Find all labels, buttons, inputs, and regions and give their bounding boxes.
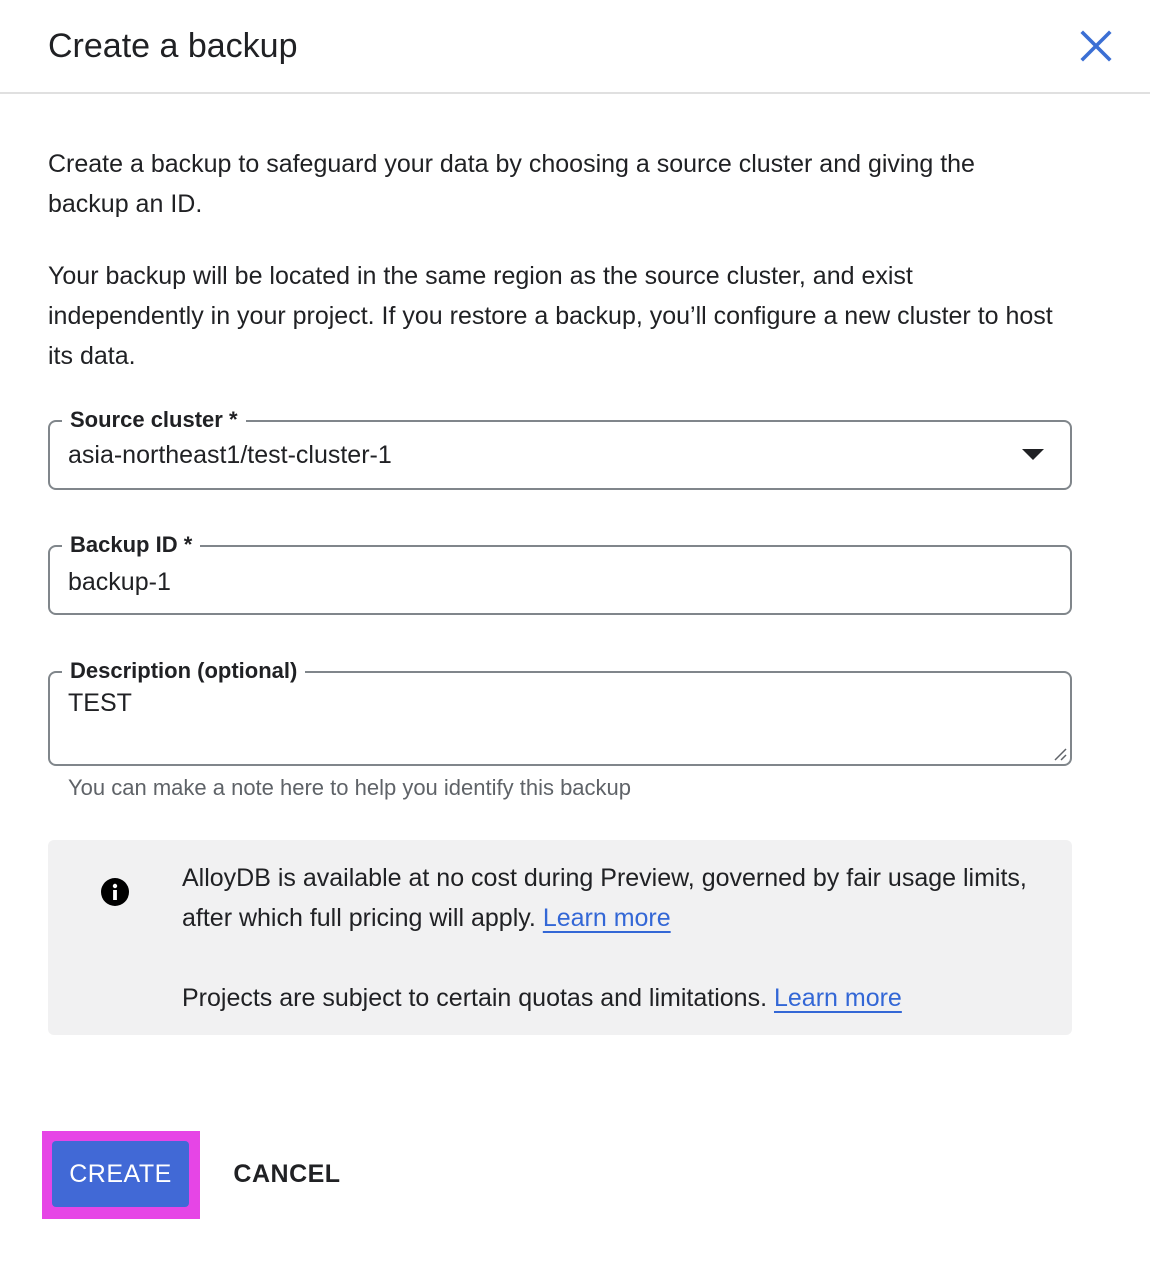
description-label: Description (optional) <box>62 657 305 685</box>
backup-id-value: backup-1 <box>68 568 171 596</box>
learn-more-link-quotas[interactable]: Learn more <box>773 984 902 1012</box>
intro-paragraph-1: Create a backup to safeguard your data by choosing a source cluster and giving the backup an ID. <box>48 150 975 218</box>
description-value: TEST <box>68 689 132 717</box>
create-button[interactable]: CREATE <box>52 1141 189 1207</box>
info-banner <box>48 840 1072 1035</box>
close-button[interactable] <box>1074 24 1118 68</box>
dialog-title: Create a backup <box>48 27 298 65</box>
description-textarea[interactable] <box>48 658 1072 766</box>
dialog-header <box>0 0 1150 94</box>
source-cluster-value: asia-northeast1/test-cluster-1 <box>68 441 392 469</box>
learn-more-link-pricing[interactable]: Learn more <box>542 904 671 932</box>
close-icon <box>1074 24 1118 68</box>
backup-id-field[interactable] <box>48 532 1072 615</box>
dropdown-arrow-icon <box>1022 449 1044 460</box>
info-pricing-text: AlloyDB is available at no cost during Preview, governed by fair usage limits, after which full pricing will apply. <box>182 864 1027 932</box>
info-quotas-text: Projects are subject to certain quotas and limitations. <box>182 984 768 1012</box>
intro-paragraph-2: Your backup will be located in the same region as the source cluster, and exist independently in your project. If you restore a backup, you’ll configure a new cluster to host its data. <box>48 262 1053 370</box>
info-text-pricing <box>182 858 1042 938</box>
resize-handle-icon[interactable] <box>1052 746 1068 762</box>
info-text-quotas <box>182 978 1042 1018</box>
cancel-button[interactable]: CANCEL <box>222 1141 352 1207</box>
info-icon <box>101 878 129 906</box>
source-cluster-label: Source cluster * <box>62 406 246 434</box>
description-helper-text: You can make a note here to help you identify this backup <box>68 775 632 800</box>
source-cluster-select[interactable] <box>48 407 1072 490</box>
backup-id-label: Backup ID * <box>62 531 200 559</box>
